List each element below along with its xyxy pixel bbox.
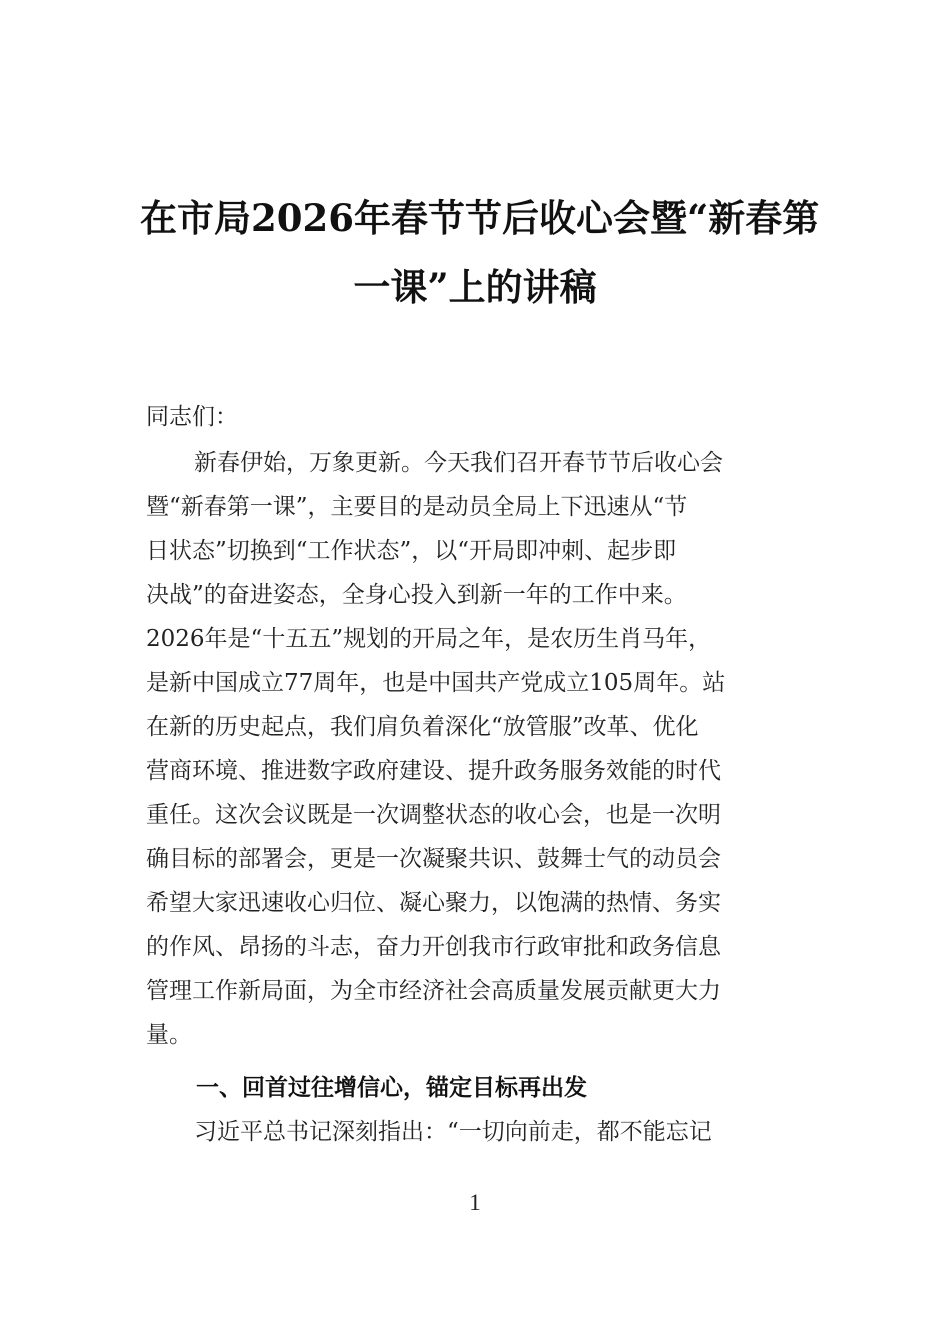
paragraph-line: 确目标的部署会，更是一次凝聚共识、鼓舞士气的动员会: [146, 846, 721, 872]
paragraph-line: 在新的历史起点，我们肩负着深化“放管服”改革、优化: [146, 714, 699, 740]
intro-paragraph: [146, 441, 806, 1057]
document-title-line-2: 一课”上的讲稿: [353, 265, 597, 309]
section-paragraph-line: 习近平总书记深刻指出：“一切向前走，都不能忘记: [194, 1119, 712, 1145]
paragraph-line: 管理工作新局面，为全市经济社会高质量发展贡献更大力: [146, 978, 721, 1004]
paragraph-line: 希望大家迅速收心归位、凝心聚力，以饱满的热情、务实: [146, 890, 721, 916]
paragraph-line: 是新中国成立77周年，也是中国共产党成立105周年。站: [146, 670, 726, 696]
document-title-line-1: 在市局2026年春节节后收心会暨“新春第: [140, 196, 820, 240]
paragraph-line: 暨“新春第一课”，主要目的是动员全局上下迅速从“节: [146, 494, 688, 520]
paragraph-line: 日状态”切换到“工作状态”，以“开局即冲刺、起步即: [146, 538, 677, 564]
paragraph-line: 量。: [146, 1022, 192, 1048]
page-number: 1: [469, 1190, 481, 1215]
paragraph-line: 营商环境、推进数字政府建设、提升政务服务效能的时代: [146, 758, 721, 784]
paragraph-line: 新春伊始，万象更新。今天我们召开春节节后收心会: [194, 450, 723, 476]
paragraph-line: 决战”的奋进姿态，全身心投入到新一年的工作中来。: [146, 582, 687, 608]
paragraph-line: 2026年是“十五五”规划的开局之年，是农历生肖马年，: [146, 626, 712, 652]
section-heading: 一、回首过往增信心，锚定目标再出发: [196, 1075, 587, 1101]
salutation: 同志们：: [146, 404, 238, 430]
paragraph-line: 重任。这次会议既是一次调整状态的收心会，也是一次明: [146, 802, 721, 828]
section-paragraph: [146, 1110, 806, 1154]
paragraph-line: 的作风、昂扬的斗志，奋力开创我市行政审批和政务信息: [146, 934, 721, 960]
